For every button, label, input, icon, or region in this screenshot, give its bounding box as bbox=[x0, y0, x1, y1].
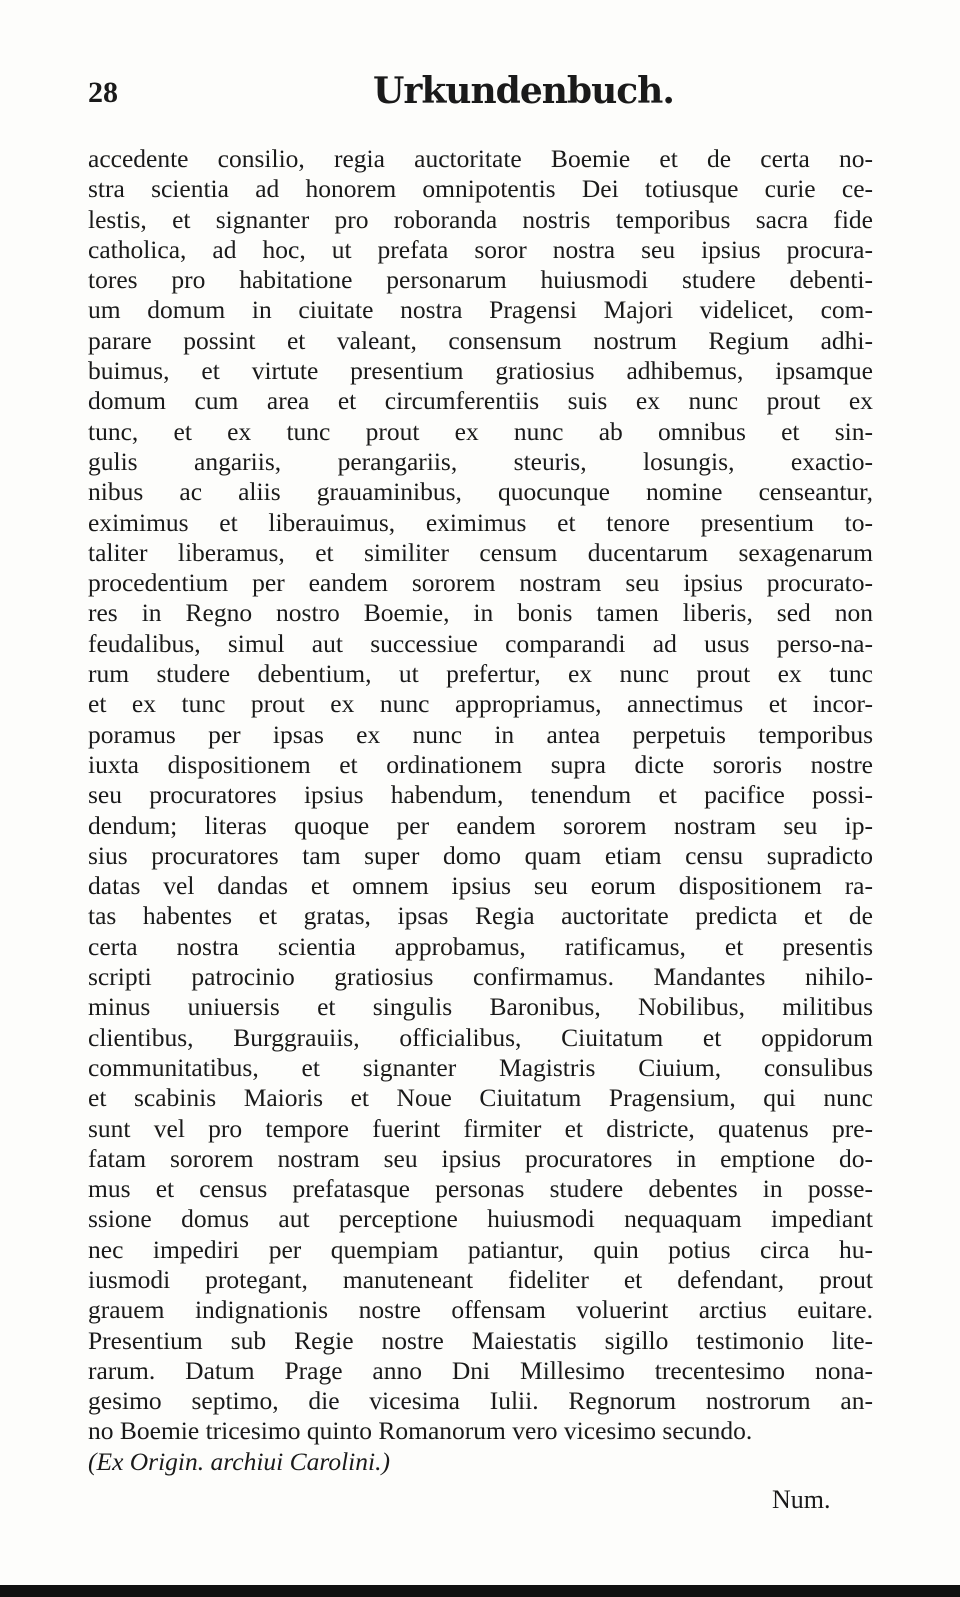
catchword: Num. bbox=[772, 1485, 831, 1514]
text-line: dendum; literas quoque per eandem sororem nostram seu ip- bbox=[88, 810, 873, 840]
text-line: catholica, ad hoc, ut prefata soror nostra seu ipsius procura- bbox=[88, 234, 873, 264]
text-line: parare possint et valeant, consensum nostrum Regium adhi- bbox=[88, 325, 873, 355]
text-line: nec impediri per quempiam patiantur, quin potius circa hu- bbox=[88, 1234, 873, 1264]
text-line: no Boemie tricesimo quinto Romanorum vero vicesimo secundo. bbox=[88, 1416, 753, 1446]
text-line: communitatibus, et signanter Magistris Ciuium, consulibus bbox=[88, 1052, 873, 1082]
text-line: gesimo septimo, die vicesima Iulii. Regnorum nostrorum an- bbox=[88, 1386, 873, 1416]
text-line: lestis, et signanter pro roboranda nostris temporibus sacra fide bbox=[88, 204, 873, 234]
scan-edge-bar bbox=[0, 1585, 960, 1597]
text-line: buimus, et virtute presentium gratiosius adhibemus, ipsamque bbox=[88, 356, 873, 386]
text-line: clientibus, Burggrauiis, officialibus, Ciuitatum et oppidorum bbox=[88, 1022, 873, 1052]
text-line: ssione domus aut perceptione huiusmodi nequaquam impediant bbox=[88, 1204, 873, 1234]
page-header bbox=[88, 70, 868, 120]
text-line: seu procuratores ipsius habendum, tenendum et pacifice possi- bbox=[88, 780, 873, 810]
text-line: scripti patrocinio gratiosius confirmamus. Mandantes nihilo- bbox=[88, 962, 873, 992]
text-line: gulis angariis, perangariis, steuris, losungis, exactio- bbox=[88, 446, 873, 476]
text-line: datas vel dandas et omnem ipsius seu eorum dispositionem ra- bbox=[88, 871, 873, 901]
page-number: 28 bbox=[88, 76, 118, 109]
text-line: minus uniuersis et singulis Baronibus, Nobilibus, militibus bbox=[88, 992, 873, 1022]
text-line: iuxta dispositionem et ordinationem supra dicte sororis nostre bbox=[88, 749, 873, 779]
body-text bbox=[88, 144, 873, 1477]
text-line: nibus ac aliis grauaminibus, quocunque nomine censeantur, bbox=[88, 477, 873, 507]
text-line: grauem indignationis nostre offensam voluerint arctius euitare. bbox=[88, 1295, 873, 1325]
text-line: tores pro habitatione personarum huiusmodi studere debenti- bbox=[88, 265, 873, 295]
text-line: et ex tunc prout ex nunc appropriamus, annectimus et incor- bbox=[88, 689, 873, 719]
text-line: fatam sororem nostram seu ipsius procuratores in emptione do- bbox=[88, 1143, 873, 1173]
text-line: Presentium sub Regie nostre Maiestatis sigillo testimonio lite- bbox=[88, 1325, 873, 1355]
text-line: tunc, et ex tunc prout ex nunc ab omnibus et sin- bbox=[88, 416, 873, 446]
text-line: sius procuratores tam super domo quam etiam censu supradicto bbox=[88, 840, 873, 870]
text-line: iusmodi protegant, manuteneant fideliter et defendant, prout bbox=[88, 1264, 873, 1294]
running-head: Urkundenbuch. bbox=[373, 70, 674, 112]
text-line: poramus per ipsas ex nunc in antea perpetuis temporibus bbox=[88, 719, 873, 749]
text-line: rarum. Datum Prage anno Dni Millesimo trecentesimo nona- bbox=[88, 1355, 873, 1385]
text-line: um domum in ciuitate nostra Pragensi Majori videlicet, com- bbox=[88, 295, 873, 325]
source-note: (Ex Origin. archiui Carolini.) bbox=[88, 1446, 390, 1476]
text-line: certa nostra scientia approbamus, ratificamus, et presentis bbox=[88, 931, 873, 961]
text-line: stra scientia ad honorem omnipotentis Dei totiusque curie ce- bbox=[88, 174, 873, 204]
text-line: tas habentes et gratas, ipsas Regia auctoritate predicta et de bbox=[88, 901, 873, 931]
text-line: eximimus et liberauimus, eximimus et tenore presentium to- bbox=[88, 507, 873, 537]
text-line: mus et census prefatasque personas studere debentes in posse- bbox=[88, 1174, 873, 1204]
text-line: res in Regno nostro Boemie, in bonis tamen liberis, sed non bbox=[88, 598, 873, 628]
text-line: domum cum area et circumferentiis suis ex nunc prout ex bbox=[88, 386, 873, 416]
text-line: feudalibus, simul aut successiue comparandi ad usus perso-na- bbox=[88, 628, 873, 658]
text-line: sunt vel pro tempore fuerint firmiter et districte, quatenus pre- bbox=[88, 1113, 873, 1143]
text-line: procedentium per eandem sororem nostram seu ipsius procurato- bbox=[88, 568, 873, 598]
text-line: et scabinis Maioris et Noue Ciuitatum Pragensium, qui nunc bbox=[88, 1083, 873, 1113]
text-line: accedente consilio, regia auctoritate Boemie et de certa no- bbox=[88, 144, 873, 173]
text-line: rum studere debentium, ut prefertur, ex nunc prout ex tunc bbox=[88, 659, 873, 689]
text-line: taliter liberamus, et similiter censum ducentarum sexagenarum bbox=[88, 537, 873, 567]
